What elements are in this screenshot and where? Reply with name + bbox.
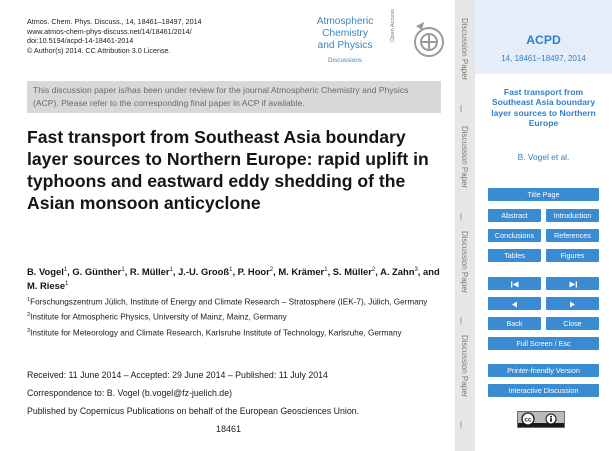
- affiliation: $^3$Institute for Meteorology and Climate Research, Karlsruhe Institute of Technology, Karlsruhe, Germany: [27, 327, 402, 338]
- author-list: B. Vogel$^1$, G. Günther$^1$, R. Müller$^1$, J.-U. Grooß$^1$, P. Hoor$^2$, M. Krämer$^1$, S. Müller$^2$, A. Zahn$^3$, and M. Riese$^1$: [27, 266, 440, 292]
- page-number: 18461: [216, 424, 242, 434]
- egu-logo-icon: [412, 20, 446, 60]
- review-notice: This discussion paper is/has been under review for the journal Atmospheric Chemistry and Physics (ACP). Please refer to the corresponding final paper in ACP if available.: [27, 81, 441, 113]
- strip-label: Discussion Paper: [460, 335, 469, 398]
- meta-line: doi:10.5194/acpd-14-18461-2014: [27, 36, 134, 46]
- journal-meta: [27, 17, 202, 55]
- abstract-button[interactable]: Abstract: [488, 209, 541, 222]
- cc-license-badge[interactable]: [517, 411, 565, 428]
- author: A. Zahn$^3$: [380, 266, 418, 278]
- logo-line: Atmospheric: [316, 16, 374, 27]
- first-page-button[interactable]: [488, 277, 541, 290]
- author: M. Riese$^1$: [27, 280, 69, 292]
- correspondence-line[interactable]: Correspondence to: B. Vogel (b.vogel@fz-juelich.de): [27, 388, 233, 398]
- strip-label: Discussion Paper: [460, 18, 469, 81]
- svg-text:cc: cc: [524, 416, 532, 424]
- logo-subtitle: Discussions: [327, 57, 363, 64]
- back-button[interactable]: Back: [488, 317, 541, 330]
- tables-button[interactable]: Tables: [488, 249, 541, 262]
- printer-friendly-button[interactable]: Printer-friendly Version: [488, 364, 599, 377]
- author: P. Hoor$^2$: [237, 266, 274, 278]
- panel-author: B. Vogel et al.: [517, 152, 570, 162]
- last-page-button[interactable]: [546, 277, 599, 290]
- open-access-label: Open Access: [390, 9, 396, 42]
- journal-abbrev: ACPD: [526, 33, 561, 47]
- dates-line: Received: 11 June 2014 – Accepted: 29 June 2014 – Published: 11 July 2014: [27, 370, 328, 380]
- author: G. Günther$^1$: [72, 266, 125, 278]
- prev-arrow-icon: [511, 301, 518, 308]
- first-page-icon: [510, 281, 520, 288]
- next-page-button[interactable]: [546, 297, 599, 310]
- title-page-button[interactable]: Title Page: [488, 188, 599, 201]
- strip-separator: |: [460, 316, 463, 325]
- author: J.-U. Grooß$^1$: [178, 266, 233, 278]
- meta-line: © Author(s) 2014. CC Attribution 3.0 License.: [27, 45, 171, 55]
- next-arrow-icon: [569, 301, 576, 308]
- references-button[interactable]: References: [546, 229, 599, 242]
- affiliation: $^1$Forschungszentrum Jülich, Institute of Energy and Climate Research – Stratosphere (IEK-7), Jülich, Germany: [27, 297, 428, 307]
- creative-commons-icon: [518, 412, 564, 427]
- meta-line: Atmos. Chem. Phys. Discuss., 14, 18461–18497, 2014: [27, 17, 202, 26]
- previous-page-button[interactable]: [488, 297, 541, 310]
- volume-info: 14, 18461–18497, 2014: [501, 54, 586, 63]
- logo-text: [300, 16, 390, 52]
- figures-button[interactable]: Figures: [546, 249, 599, 262]
- close-button[interactable]: Close: [546, 317, 599, 330]
- interactive-discussion-button[interactable]: Interactive Discussion: [488, 384, 599, 397]
- panel-paper-title: Fast transport from Southeast Asia boundary layer sources to Northern Europe: [491, 87, 596, 129]
- author: B. Vogel$^1$: [27, 266, 68, 278]
- publisher-line: Published by Copernicus Publications on behalf of the European Geosciences Union.: [27, 406, 360, 416]
- strip-label: Discussion Paper: [460, 126, 469, 189]
- full-screen-button[interactable]: Full Screen / Esc: [488, 337, 599, 350]
- affiliation: $^2$Institute for Atmospheric Physics, University of Mainz, Mainz, Germany: [27, 312, 287, 323]
- logo-line: Chemistry: [322, 28, 368, 39]
- author: M. Krämer$^1$: [278, 266, 328, 278]
- author: S. Müller$^2$: [332, 266, 376, 278]
- paper-title: Fast transport from Southeast Asia boundary layer sources to Northern Europe: rapid uplift in typhoons and eastward eddy shedding of the Asian monsoon anticyclone: [27, 127, 429, 213]
- strip-separator: |: [460, 212, 463, 221]
- meta-line[interactable]: www.atmos-chem-phys-discuss.net/14/18461/2014/: [27, 26, 192, 36]
- last-page-icon: [568, 281, 578, 288]
- strip-separator: |: [460, 420, 463, 429]
- conclusions-button[interactable]: Conclusions: [488, 229, 541, 242]
- logo-line: and Physics: [317, 40, 373, 51]
- discussion-paper-strip: [455, 0, 475, 451]
- strip-separator: |: [460, 104, 463, 113]
- author: R. Müller$^1$: [129, 266, 173, 278]
- journal-logo: [300, 9, 450, 70]
- affiliations: [27, 295, 447, 341]
- strip-label: Discussion Paper: [460, 231, 469, 294]
- introduction-button[interactable]: Introduction: [546, 209, 599, 222]
